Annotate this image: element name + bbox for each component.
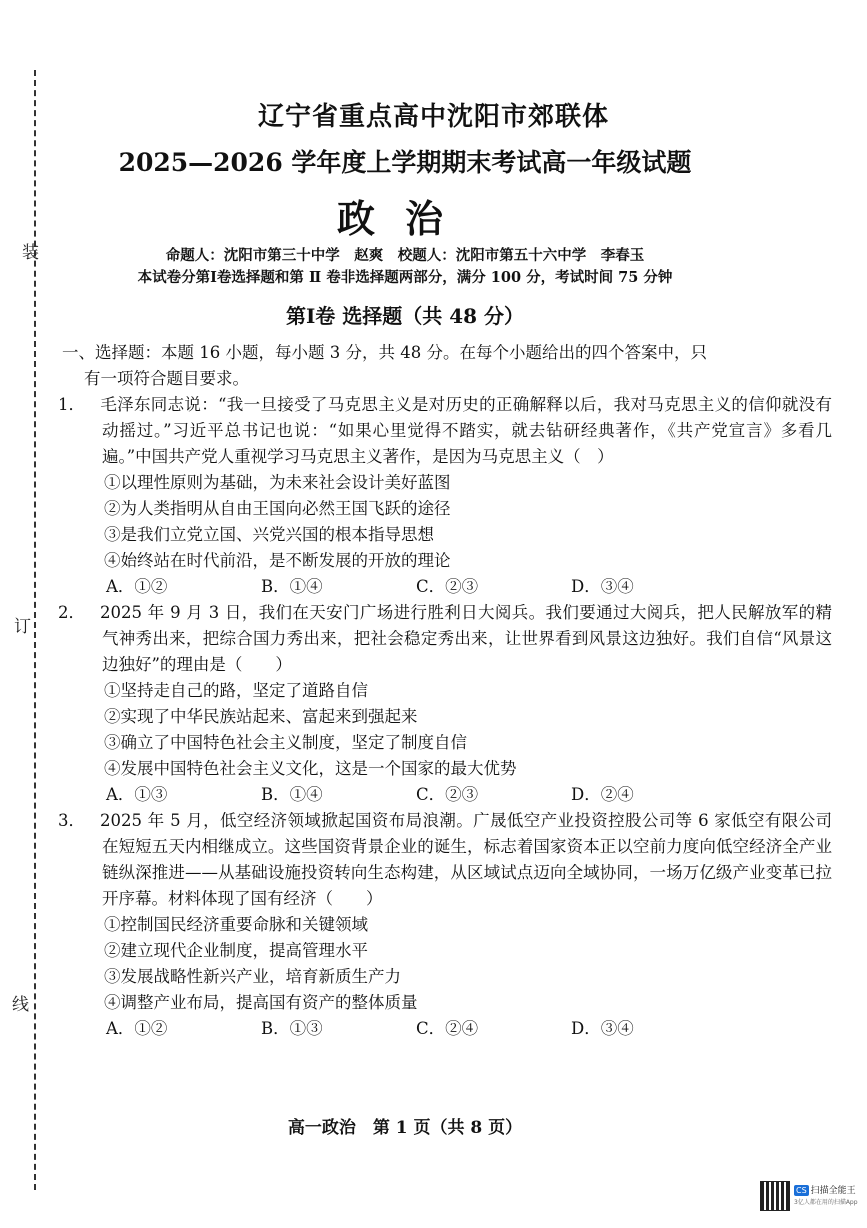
exam-title-line1: 辽宁省重点高中沈阳市郊联体 — [257, 102, 609, 132]
binding-mark-xian: 线 — [12, 995, 29, 1015]
scanner-watermark — [760, 1180, 860, 1212]
authors-line: 命题人：沈阳市第三十中学 赵爽 校题人：沈阳市第五十六中学 李春玉 — [165, 247, 645, 264]
question-stem: 2025 年 5 月，低空经济领域掀起国资布局浪潮。广晟低空产业投资控股公司等 6 家低空有限公司在短短五天内相继成立。这些国资背景企业的诞生，标志着国家资本正以空前力度向低空经济全产业链纵深推进——从基础设施投资转向生态构建，从区域试点迈向全域协同，一场万亿级产业变革已拉开序幕。材料体现了国有经济（ ） — [100, 811, 832, 908]
subject-title: 政治 — [336, 196, 473, 241]
answer-choice-b: B．①③ — [261, 1019, 323, 1038]
answer-choice-c: C．②③ — [416, 785, 479, 804]
watermark-subtitle: 3亿人都在用的扫描App — [794, 1198, 858, 1206]
question-number: 1． — [58, 395, 85, 414]
instructions-line1: 一、选择题：本题 16 小题，每小题 3 分，共 48 分。在每个小题给出的四个答案中，只 — [62, 343, 707, 362]
statement-option: ①以理性原则为基础，为未来社会设计美好蓝图 — [104, 473, 451, 492]
answer-choice-a: A．①② — [106, 1019, 168, 1038]
exam-info-line: 本试卷分第Ⅰ卷选择题和第 Ⅱ 卷非选择题两部分，满分 100 分，考试时间 75 分钟 — [137, 269, 673, 286]
answer-choice-c: C．②④ — [416, 1019, 479, 1038]
answer-choice-a: A．①② — [106, 577, 168, 596]
question-2 — [58, 600, 832, 808]
question-number: 3． — [58, 811, 85, 830]
answer-choice-d: D．③④ — [571, 1019, 634, 1038]
binding-mark-ding: 订 — [14, 617, 31, 637]
question-1 — [58, 392, 832, 600]
cs-logo-icon: CS — [796, 1185, 807, 1195]
answer-choice-b: B．①④ — [261, 577, 323, 596]
watermark-name: 扫描全能王 — [810, 1185, 856, 1196]
statement-option: ③确立了中国特色社会主义制度，坚定了制度自信 — [104, 733, 467, 752]
answer-choice-a: A．①③ — [106, 785, 168, 804]
statement-option: ②建立现代企业制度，提高管理水平 — [104, 941, 368, 960]
question-number: 2． — [58, 603, 85, 622]
answer-choice-c: C．②③ — [416, 577, 479, 596]
statement-option: ③发展战略性新兴产业，培育新质生产力 — [104, 967, 401, 986]
question-stem: 毛泽东同志说：“我一旦接受了马克思主义是对历史的正确解释以后，我对马克思主义的信仰就没有动摇过。”习近平总书记也说：“如果心里觉得不踏实，就去钻研经典著作，《共产党宣言》多看几遍。”中国共产党人重视学习马克思主义著作，是因为马克思主义（ ） — [100, 395, 832, 466]
statement-option: ④调整产业布局，提高国有资产的整体质量 — [104, 993, 418, 1012]
statement-option: ③是我们立党立国、兴党兴国的根本指导思想 — [104, 525, 434, 544]
binding-mark-zhuang: 装 — [22, 243, 39, 263]
statement-option: ①坚持走自己的路，坚定了道路自信 — [104, 681, 368, 700]
question-stem: 2025 年 9 月 3 日，我们在天安门广场进行胜利日大阅兵。我们要通过大阅兵，把人民解放军的精气神秀出来，把综合国力秀出来，把社会稳定秀出来，让世界看到风景这边独好。我们自信“风景这边独好”的理由是（ ） — [100, 603, 832, 674]
exam-title-line2: 2025—2026 学年度上学期期末考试高一年级试题 — [118, 148, 692, 177]
answer-choice-b: B．①④ — [261, 785, 323, 804]
instructions-line2: 有一项符合题目要求。 — [84, 369, 249, 388]
statement-option: ④发展中国特色社会主义文化，这是一个国家的最大优势 — [104, 759, 517, 778]
statement-option: ①控制国民经济重要命脉和关键领域 — [104, 915, 368, 934]
statement-option: ④始终站在时代前沿，是不断发展的开放的理论 — [104, 551, 451, 570]
section-title: 第Ⅰ卷 选择题（共 48 分） — [285, 304, 525, 328]
page-footer: 高一政治 第 1 页（共 8 页） — [287, 1118, 523, 1138]
question-3 — [58, 808, 832, 1042]
qr-code-icon — [760, 1181, 790, 1211]
answer-choice-d: D．②④ — [571, 785, 634, 804]
statement-option: ②为人类指明从自由王国向必然王国飞跃的途径 — [104, 499, 451, 518]
answer-choice-d: D．③④ — [571, 577, 634, 596]
statement-option: ②实现了中华民族站起来、富起来到强起来 — [104, 707, 418, 726]
question-content — [58, 340, 832, 1042]
